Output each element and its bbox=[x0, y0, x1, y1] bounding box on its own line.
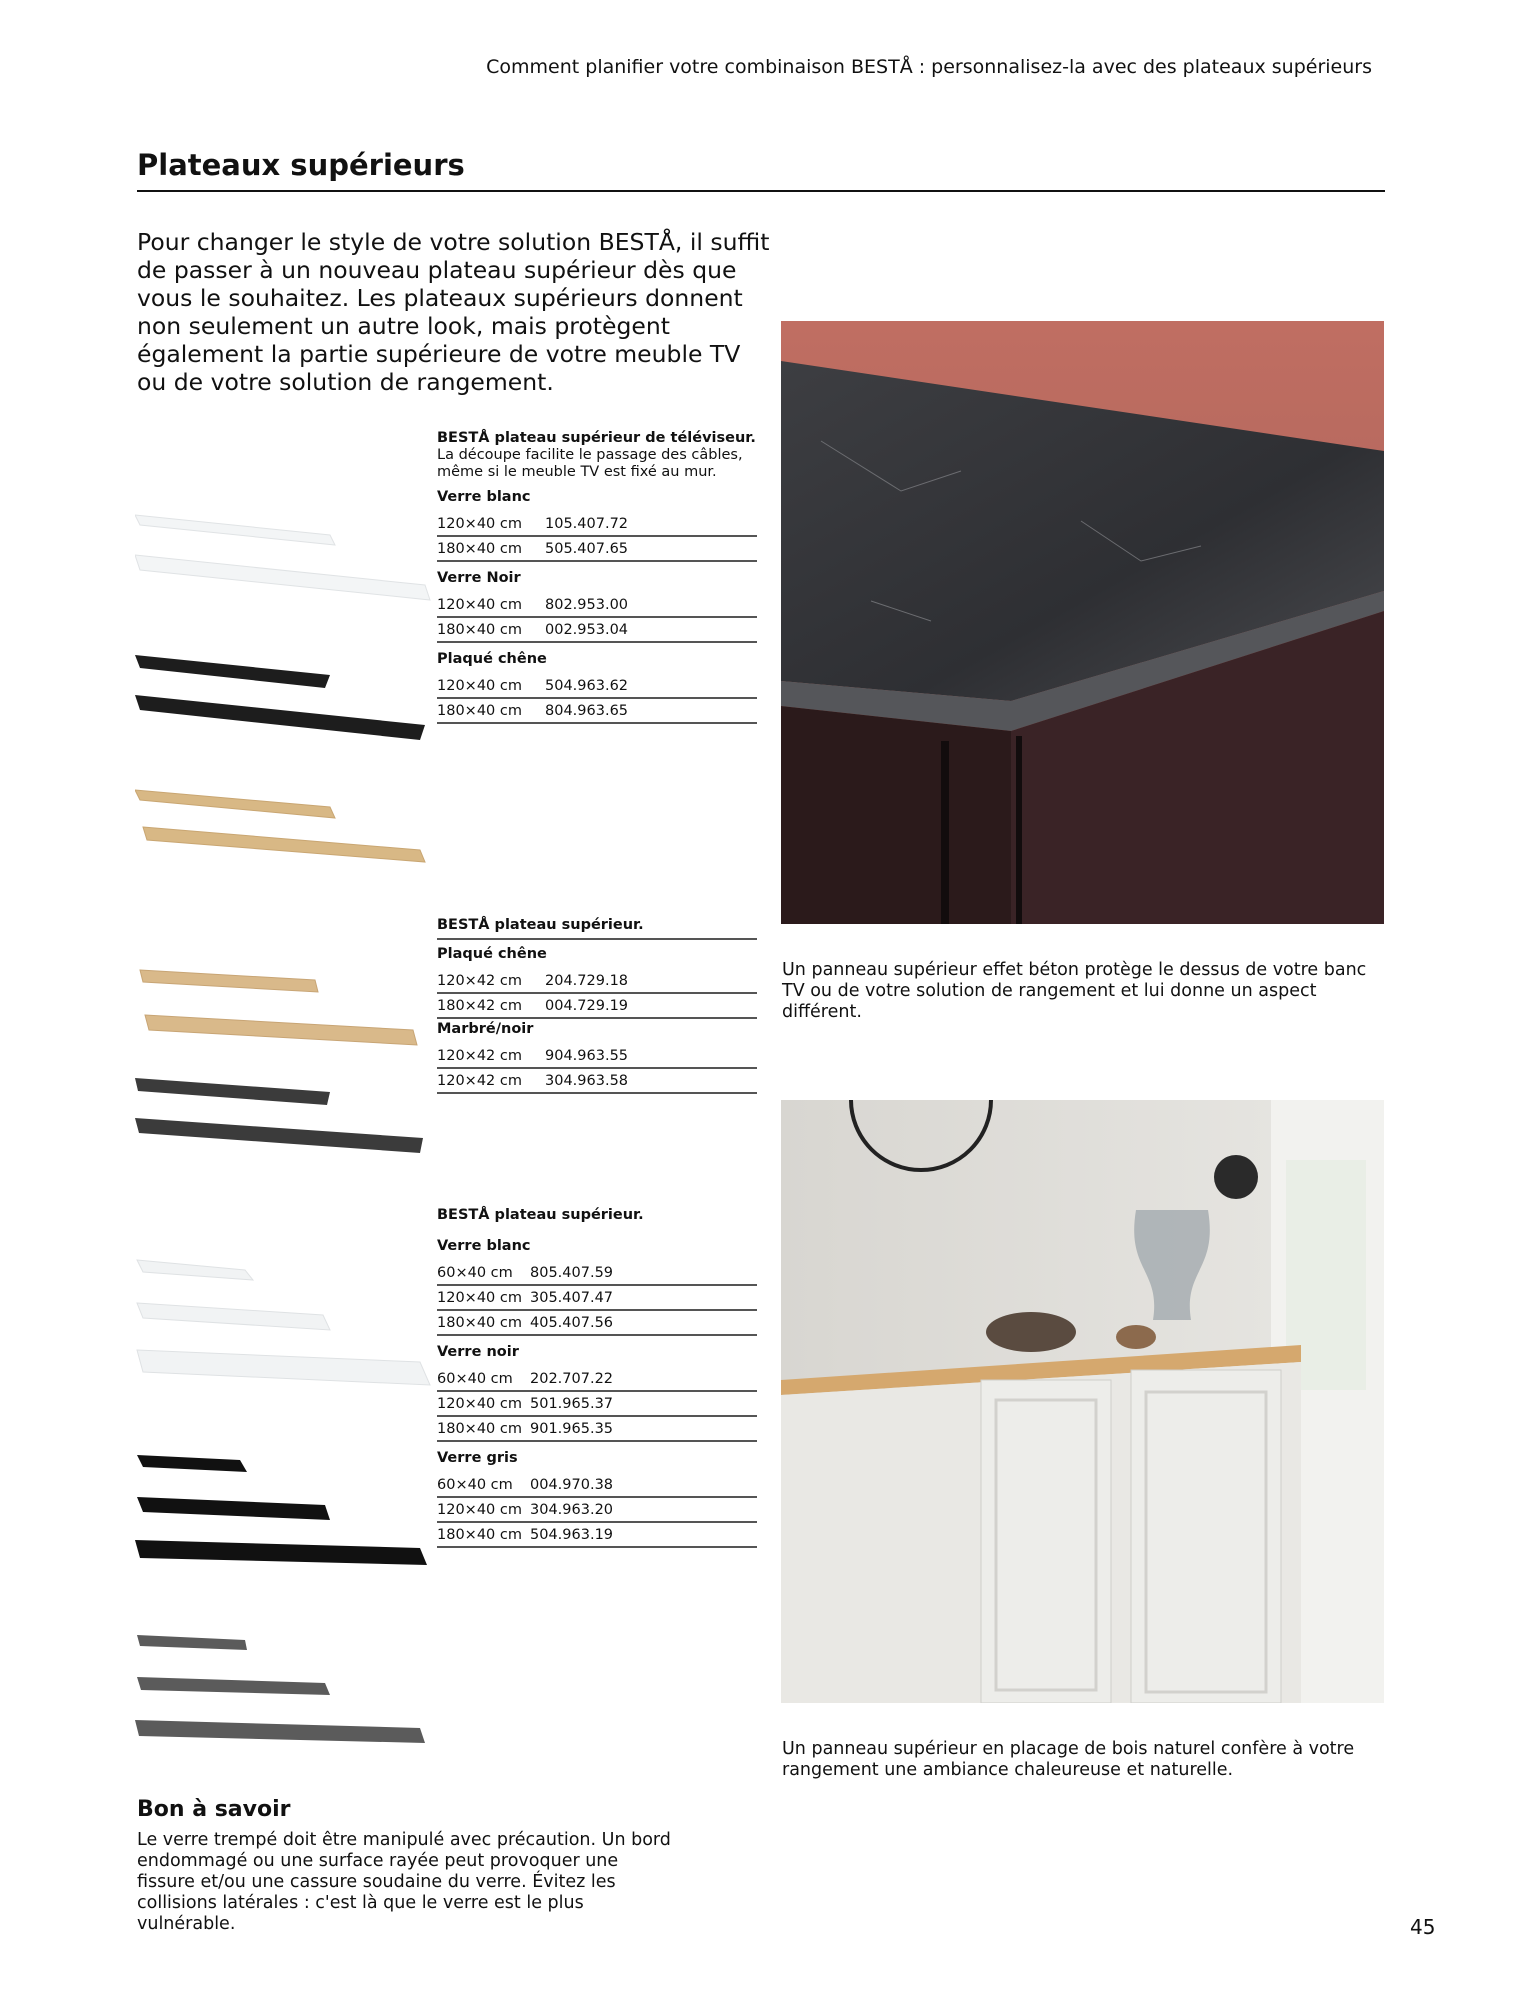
table-row bbox=[437, 969, 757, 994]
size-cell: 60×40 cm bbox=[437, 1265, 513, 1281]
article-number: 204.729.18 bbox=[545, 973, 629, 989]
article-number: 105.407.72 bbox=[545, 516, 629, 532]
tv-top-black-glass-image bbox=[135, 655, 425, 740]
table-row bbox=[437, 1392, 757, 1417]
table-row bbox=[437, 618, 757, 643]
article-number: 202.707.22 bbox=[530, 1371, 614, 1387]
article-number: 002.953.04 bbox=[545, 622, 629, 638]
page-number: 45 bbox=[1410, 1915, 1436, 1939]
size-cell: 60×40 cm bbox=[437, 1477, 513, 1493]
size-cell: 60×40 cm bbox=[437, 1371, 513, 1387]
article-number: 004.970.38 bbox=[530, 1477, 614, 1493]
article-number: 504.963.62 bbox=[545, 678, 629, 694]
intro-paragraph: Pour changer le style de votre solution BESTÅ, il suffit de passer à un nouveau plateau supérieur dès que vous le souhaitez. Les plateaux supérieurs donnent non seulement un autre look, mais protègent également la partie supérieure de votre meuble TV ou de votre solution de rangement. bbox=[137, 228, 770, 396]
divider bbox=[437, 938, 757, 940]
size-cell: 120×40 cm bbox=[437, 678, 522, 694]
size-cell: 120×42 cm bbox=[437, 973, 522, 989]
size-cell: 180×40 cm bbox=[437, 1527, 522, 1543]
page-header: Comment planifier votre combinaison BESTÅ : personnalisez-la avec des plateaux supérieurs bbox=[486, 56, 1372, 78]
page-title: Plateaux supérieurs bbox=[137, 148, 465, 182]
product-illustrations bbox=[135, 500, 435, 1760]
table-row bbox=[437, 1473, 757, 1498]
size-cell: 180×40 cm bbox=[437, 622, 522, 638]
table-row bbox=[437, 1286, 757, 1311]
tip-text: Le verre trempé doit être manipulé avec précaution. Un bord endommagé ou une surface rayée peut provoquer une fissure et/ou une cassure soudaine du verre. Évitez les collisions latérales : c'est là que le verre est le plus vulnérable. bbox=[137, 1830, 671, 1934]
article-number: 304.963.58 bbox=[545, 1073, 629, 1089]
top-table-glass bbox=[437, 1207, 757, 1548]
article-number: 804.963.65 bbox=[545, 703, 629, 719]
group-name: Marbré/noir bbox=[437, 1021, 534, 1037]
table-row bbox=[437, 512, 757, 537]
group-name: Plaqué chêne bbox=[437, 946, 547, 962]
title-divider bbox=[137, 190, 1385, 192]
caption-oak-top: Un panneau supérieur en placage de bois naturel confère à votre rangement une ambiance chaleureuse et naturelle. bbox=[782, 1739, 1355, 1780]
table-title: BESTÅ plateau supérieur. bbox=[437, 917, 644, 933]
table-description: La découpe facilite le passage des câbles, même si le meuble TV est fixé au mur. bbox=[437, 447, 743, 480]
size-cell: 120×40 cm bbox=[437, 516, 522, 532]
size-cell: 180×42 cm bbox=[437, 998, 522, 1014]
table-row bbox=[437, 1311, 757, 1336]
article-number: 305.407.47 bbox=[530, 1290, 614, 1306]
table-row bbox=[437, 1261, 757, 1286]
size-cell: 180×40 cm bbox=[437, 541, 522, 557]
table-row bbox=[437, 1367, 757, 1392]
table-row bbox=[437, 674, 757, 699]
article-number: 004.729.19 bbox=[545, 998, 629, 1014]
top-white-glass-image bbox=[137, 1260, 430, 1385]
size-cell: 120×40 cm bbox=[437, 1396, 522, 1412]
size-cell: 180×40 cm bbox=[437, 1315, 522, 1331]
size-cell: 120×42 cm bbox=[437, 1048, 522, 1064]
article-number: 504.963.19 bbox=[530, 1527, 614, 1543]
group-name: Verre Noir bbox=[437, 570, 521, 586]
table-title: BESTÅ plateau supérieur. bbox=[437, 1207, 644, 1223]
table-row bbox=[437, 1044, 757, 1069]
article-number: 802.953.00 bbox=[545, 597, 629, 613]
table-title: BESTÅ plateau supérieur de téléviseur. bbox=[437, 430, 756, 446]
table-row bbox=[437, 1069, 757, 1094]
tv-top-table bbox=[437, 430, 757, 724]
top-black-glass-image bbox=[135, 1455, 427, 1565]
top-marble-black-image bbox=[135, 1078, 423, 1153]
article-number: 405.407.56 bbox=[530, 1315, 614, 1331]
tip-title: Bon à savoir bbox=[137, 1797, 291, 1822]
table-row bbox=[437, 1498, 757, 1523]
article-number: 805.407.59 bbox=[530, 1265, 614, 1281]
table-row bbox=[437, 1417, 757, 1442]
group-name: Verre noir bbox=[437, 1344, 519, 1360]
table-row bbox=[437, 537, 757, 562]
tv-top-oak-image bbox=[135, 790, 425, 862]
size-cell: 180×40 cm bbox=[437, 1421, 522, 1437]
size-cell: 120×40 cm bbox=[437, 1290, 522, 1306]
size-cell: 120×42 cm bbox=[437, 1073, 522, 1089]
article-number: 501.965.37 bbox=[530, 1396, 614, 1412]
tv-top-white-glass-image bbox=[135, 515, 430, 600]
table-row bbox=[437, 994, 757, 1019]
group-name: Verre blanc bbox=[437, 1238, 531, 1254]
article-number: 505.407.65 bbox=[545, 541, 629, 557]
group-name: Verre blanc bbox=[437, 489, 531, 505]
table-row bbox=[437, 593, 757, 618]
article-number: 901.965.35 bbox=[530, 1421, 614, 1437]
article-number: 304.963.20 bbox=[530, 1502, 614, 1518]
table-row bbox=[437, 1523, 757, 1548]
article-number: 904.963.55 bbox=[545, 1048, 629, 1064]
size-cell: 120×40 cm bbox=[437, 597, 522, 613]
caption-marble-top: Un panneau supérieur effet béton protège le dessus de votre banc TV ou de votre solution de rangement et lui donne un aspect différent. bbox=[782, 960, 1367, 1022]
size-cell: 120×40 cm bbox=[437, 1502, 522, 1518]
top-table-oak-marble bbox=[437, 917, 757, 1094]
top-grey-glass-image bbox=[135, 1635, 425, 1743]
photo-marble-top bbox=[781, 321, 1384, 924]
size-cell: 180×40 cm bbox=[437, 703, 522, 719]
group-name: Verre gris bbox=[437, 1450, 518, 1466]
photo-oak-top bbox=[781, 1100, 1384, 1703]
top-oak-image bbox=[140, 970, 417, 1045]
table-row bbox=[437, 699, 757, 724]
group-name: Plaqué chêne bbox=[437, 651, 547, 667]
